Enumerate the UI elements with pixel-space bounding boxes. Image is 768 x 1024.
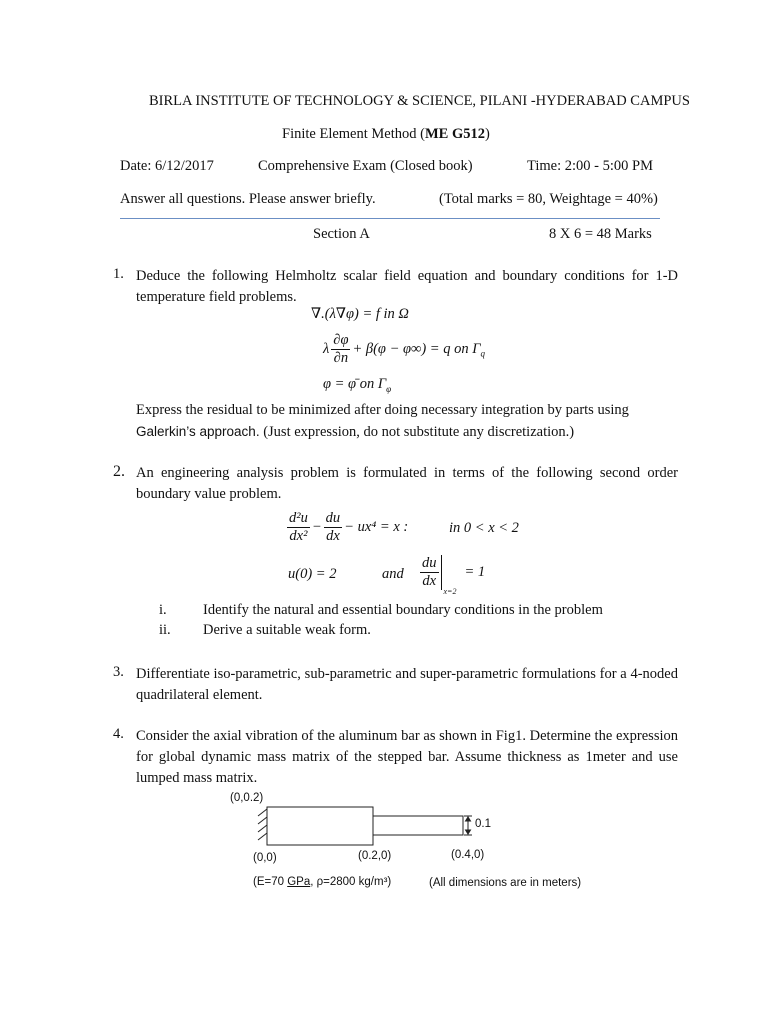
- question-4-number: 4.: [113, 726, 124, 742]
- exam-time: Time: 2:00 - 5:00 PM: [527, 158, 653, 174]
- section-marks: 8 X 6 = 48 Marks: [549, 226, 652, 242]
- q1-eq2-subscript: q: [480, 348, 485, 359]
- q2-frac1-num: d²u: [289, 510, 308, 526]
- q1-eq2-numerator: ∂φ: [333, 332, 349, 348]
- question-3-text: Differentiate iso-parametric, sub-parametric and super-parametric formulations for a 4-noded quadrilateral element.: [136, 666, 678, 703]
- fig-label-end: (0.4,0): [451, 849, 485, 861]
- q1-eq2-rest: + β(φ − φ∞) = q on Γ: [352, 340, 481, 357]
- institute-title: BIRLA INSTITUTE OF TECHNOLOGY & SCIENCE, PILANI -HYDERABAD CAMPUS: [149, 93, 690, 109]
- q2-frac2-num: du: [325, 510, 341, 526]
- exam-date: Date: 6/12/2017: [120, 158, 214, 174]
- question-1-number: 1.: [113, 266, 124, 282]
- stepped-bar-figure: [248, 805, 488, 855]
- section-title: Section A: [313, 226, 370, 242]
- q1-equation-3: [323, 376, 391, 394]
- exam-type: Comprehensive Exam (Closed book): [258, 158, 473, 174]
- question-2-number: 2.: [113, 463, 125, 480]
- q2-bc-2: [418, 555, 486, 596]
- course-prefix: Finite Element Method (: [282, 126, 425, 142]
- question-1-text: Deduce the following Helmholtz scalar field equation and boundary conditions for 1-D temperature field problems.: [136, 268, 678, 305]
- q2-item-2-text: Derive a suitable weak form.: [203, 622, 371, 638]
- q2-item-2-label: ii.: [159, 622, 171, 638]
- q2-bc2-rest: = 1: [464, 563, 486, 580]
- fig-material-props: [253, 876, 391, 888]
- q2-bc-1: u(0) = 2: [288, 566, 337, 582]
- q2-domain: in 0 < x < 2: [449, 520, 519, 536]
- fig-props-prefix: (E=70: [253, 876, 288, 888]
- bar-segment-1: [267, 807, 373, 845]
- q2-item-1-text: Identify the natural and essential boundary conditions in the problem: [203, 602, 603, 618]
- q2-frac2-den: dx: [326, 528, 340, 544]
- header-divider: [120, 218, 660, 219]
- q2-frac1-den: dx²: [289, 528, 308, 544]
- bar-segment-2: [373, 816, 463, 835]
- fixed-support-hatch: [258, 807, 267, 845]
- q2-eq-rest: − ux⁴ = x :: [344, 518, 409, 535]
- fig-props-gpa: GPa: [287, 876, 311, 888]
- question-3-number: 3.: [113, 664, 124, 680]
- course-suffix: ): [484, 126, 490, 142]
- q2-equation: [285, 510, 408, 545]
- fig-dimensions-note: (All dimensions are in meters): [429, 877, 582, 889]
- fig-label-top: (0,0.2): [230, 792, 264, 804]
- q1-eq2-denominator: ∂n: [333, 350, 349, 366]
- q1-eq3-subscript: φ: [386, 383, 392, 394]
- course-code: ME G512: [424, 126, 485, 142]
- q1-equation-2: [323, 332, 485, 367]
- q1-equation-1: ∇.(λ∇φ) = f in Ω: [311, 306, 409, 322]
- question-1-text-2: [136, 400, 678, 443]
- q1-text2-b: Galerkin’s approach.: [136, 424, 260, 439]
- fig-props-suffix: , ρ=2800 kg/m³): [310, 876, 392, 888]
- question-2-text: An engineering analysis problem is formulated in terms of the following second order boundary value problem.: [136, 465, 678, 502]
- q1-eq3-main: φ = φ̄ on Γ: [323, 376, 387, 392]
- height-dimension-arrow: [464, 816, 472, 835]
- q1-text2-c: (Just expression, do not substitute any discretization.): [259, 424, 575, 440]
- q1-text2-a: Express the residual to be minimized after doing necessary integration by parts using: [136, 402, 629, 418]
- q1-eq2-lead: λ: [323, 340, 330, 357]
- course-title: [282, 126, 490, 143]
- fig-label-origin: (0,0): [253, 852, 277, 864]
- q2-item-1-label: i.: [159, 602, 167, 618]
- fig-label-mid: (0.2,0): [358, 850, 392, 862]
- question-4-text: Consider the axial vibration of the aluminum bar as shown in Fig1. Determine the expression for global dynamic mass matrix of the stepped bar. Assume thickness as 1meter and use lumped mass matrix.: [136, 728, 678, 786]
- fig-label-height: 0.1: [475, 818, 491, 830]
- instructions: Answer all questions. Please answer briefly.: [120, 191, 376, 207]
- q2-bc2-num: du: [422, 555, 437, 571]
- q2-bc-and: and: [382, 566, 404, 582]
- total-marks: (Total marks = 80, Weightage = 40%): [439, 191, 658, 207]
- q2-minus: −: [311, 518, 322, 535]
- q2-bc2-sub: x=2: [443, 586, 457, 596]
- q2-bc2-den: dx: [422, 573, 437, 589]
